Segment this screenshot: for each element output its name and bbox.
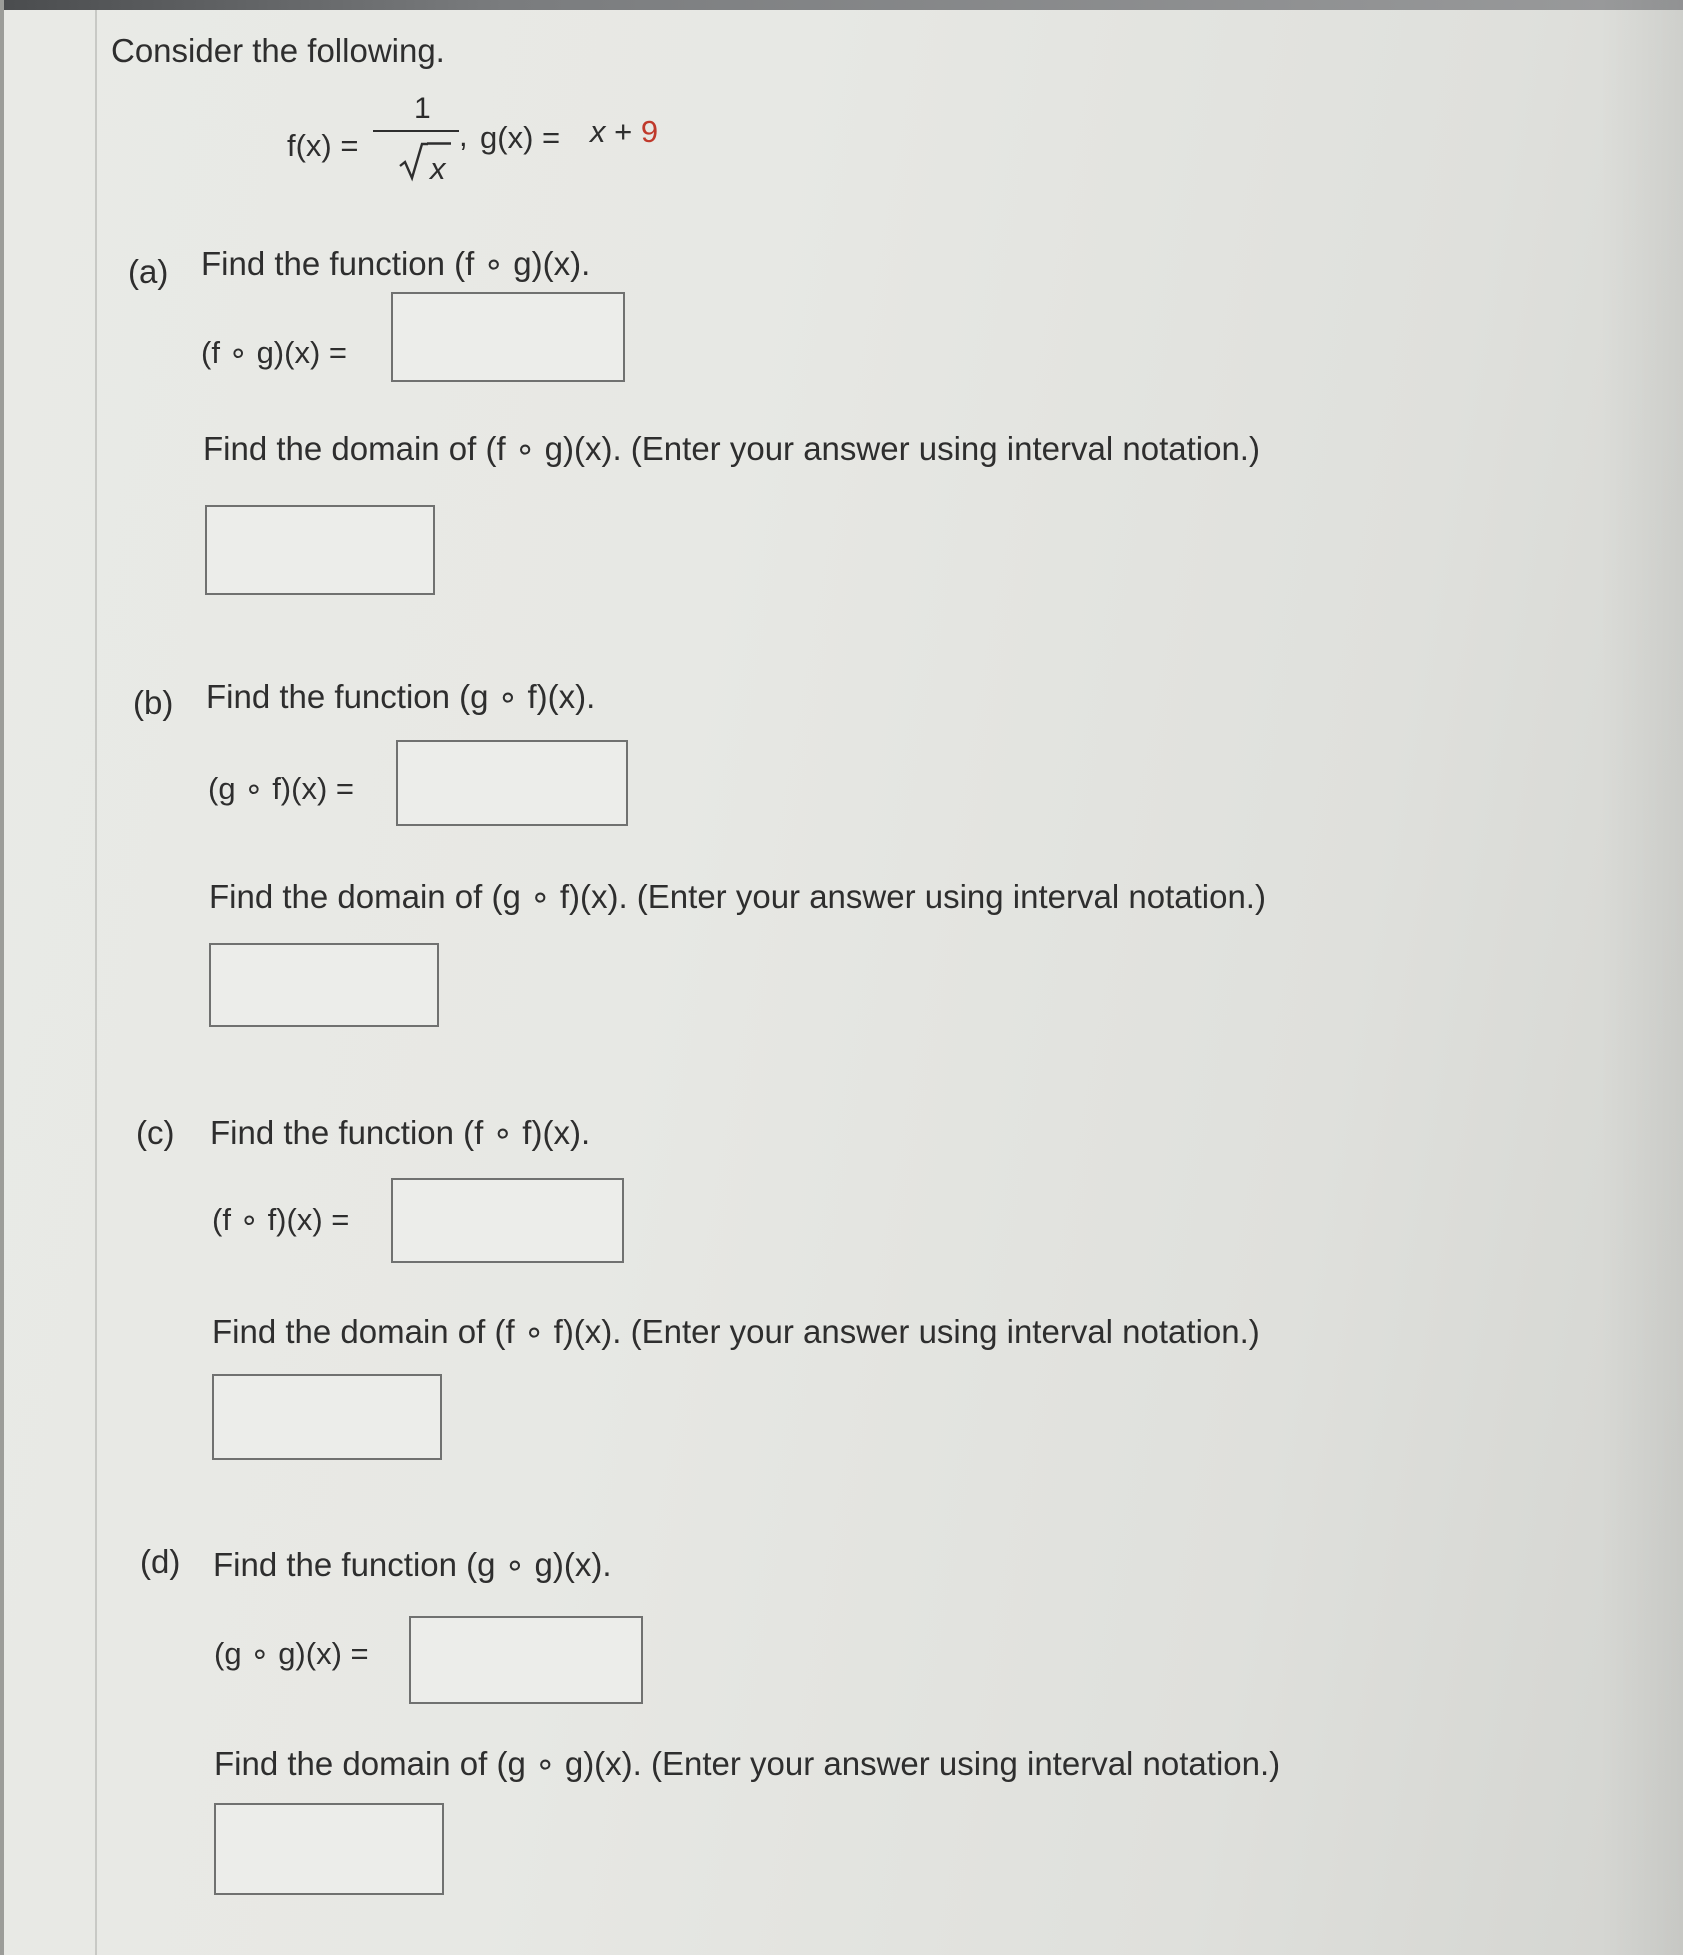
part-d-domain-prompt: Find the domain of (g ∘ g)(x). (Enter your answer using interval notation.) <box>214 1745 1281 1782</box>
part-a-domain-prompt: Find the domain of (f ∘ g)(x). (Enter your answer using interval notation.) <box>203 430 1260 467</box>
part-d-lhs: (g ∘ g)(x) = <box>214 1636 369 1671</box>
g-rhs <box>590 116 658 147</box>
part-c-prompt: Find the function (f ∘ f)(x). <box>210 1114 591 1151</box>
margin-line <box>95 10 97 1955</box>
part-b-label: (b) <box>133 684 174 721</box>
top-edge <box>0 0 1683 10</box>
left-edge <box>0 0 4 1955</box>
f-numerator: 1 <box>414 92 431 125</box>
part-a-label: (a) <box>128 253 169 290</box>
part-b-domain-prompt: Find the domain of (g ∘ f)(x). (Enter your answer using interval notation.) <box>209 878 1266 915</box>
part-b-domain-input[interactable] <box>209 943 439 1027</box>
fraction-bar <box>373 130 459 132</box>
sqrt-overline <box>427 142 451 145</box>
separator-comma: , <box>459 118 468 153</box>
g-rhs-var: x <box>590 114 606 149</box>
f-lhs: f(x) = <box>287 128 359 163</box>
part-b-prompt: Find the function (g ∘ f)(x). <box>206 678 596 715</box>
part-b-answer-input[interactable] <box>396 740 628 826</box>
right-shadow <box>1600 0 1683 1955</box>
f-denominator-var: x <box>430 151 446 186</box>
part-a-lhs: (f ∘ g)(x) = <box>201 335 347 370</box>
g-lhs: g(x) = <box>480 120 561 155</box>
sqrt-icon <box>398 140 428 182</box>
part-c-lhs: (f ∘ f)(x) = <box>212 1202 350 1237</box>
intro-text: Consider the following. <box>111 32 445 69</box>
part-d-label: (d) <box>140 1543 181 1580</box>
part-d-prompt: Find the function (g ∘ g)(x). <box>213 1546 612 1583</box>
g-rhs-const: 9 <box>640 114 659 149</box>
part-a-domain-input[interactable] <box>205 505 435 595</box>
part-c-domain-input[interactable] <box>212 1374 442 1460</box>
part-a-answer-input[interactable] <box>391 292 625 382</box>
part-c-answer-input[interactable] <box>391 1178 624 1263</box>
part-d-domain-input[interactable] <box>214 1803 444 1895</box>
part-c-label: (c) <box>136 1114 175 1151</box>
part-b-lhs: (g ∘ f)(x) = <box>208 771 354 806</box>
part-c-domain-prompt: Find the domain of (f ∘ f)(x). (Enter your answer using interval notation.) <box>212 1313 1260 1350</box>
g-rhs-op: + <box>605 114 641 149</box>
part-a-prompt: Find the function (f ∘ g)(x). <box>201 245 591 282</box>
part-d-answer-input[interactable] <box>409 1616 643 1704</box>
